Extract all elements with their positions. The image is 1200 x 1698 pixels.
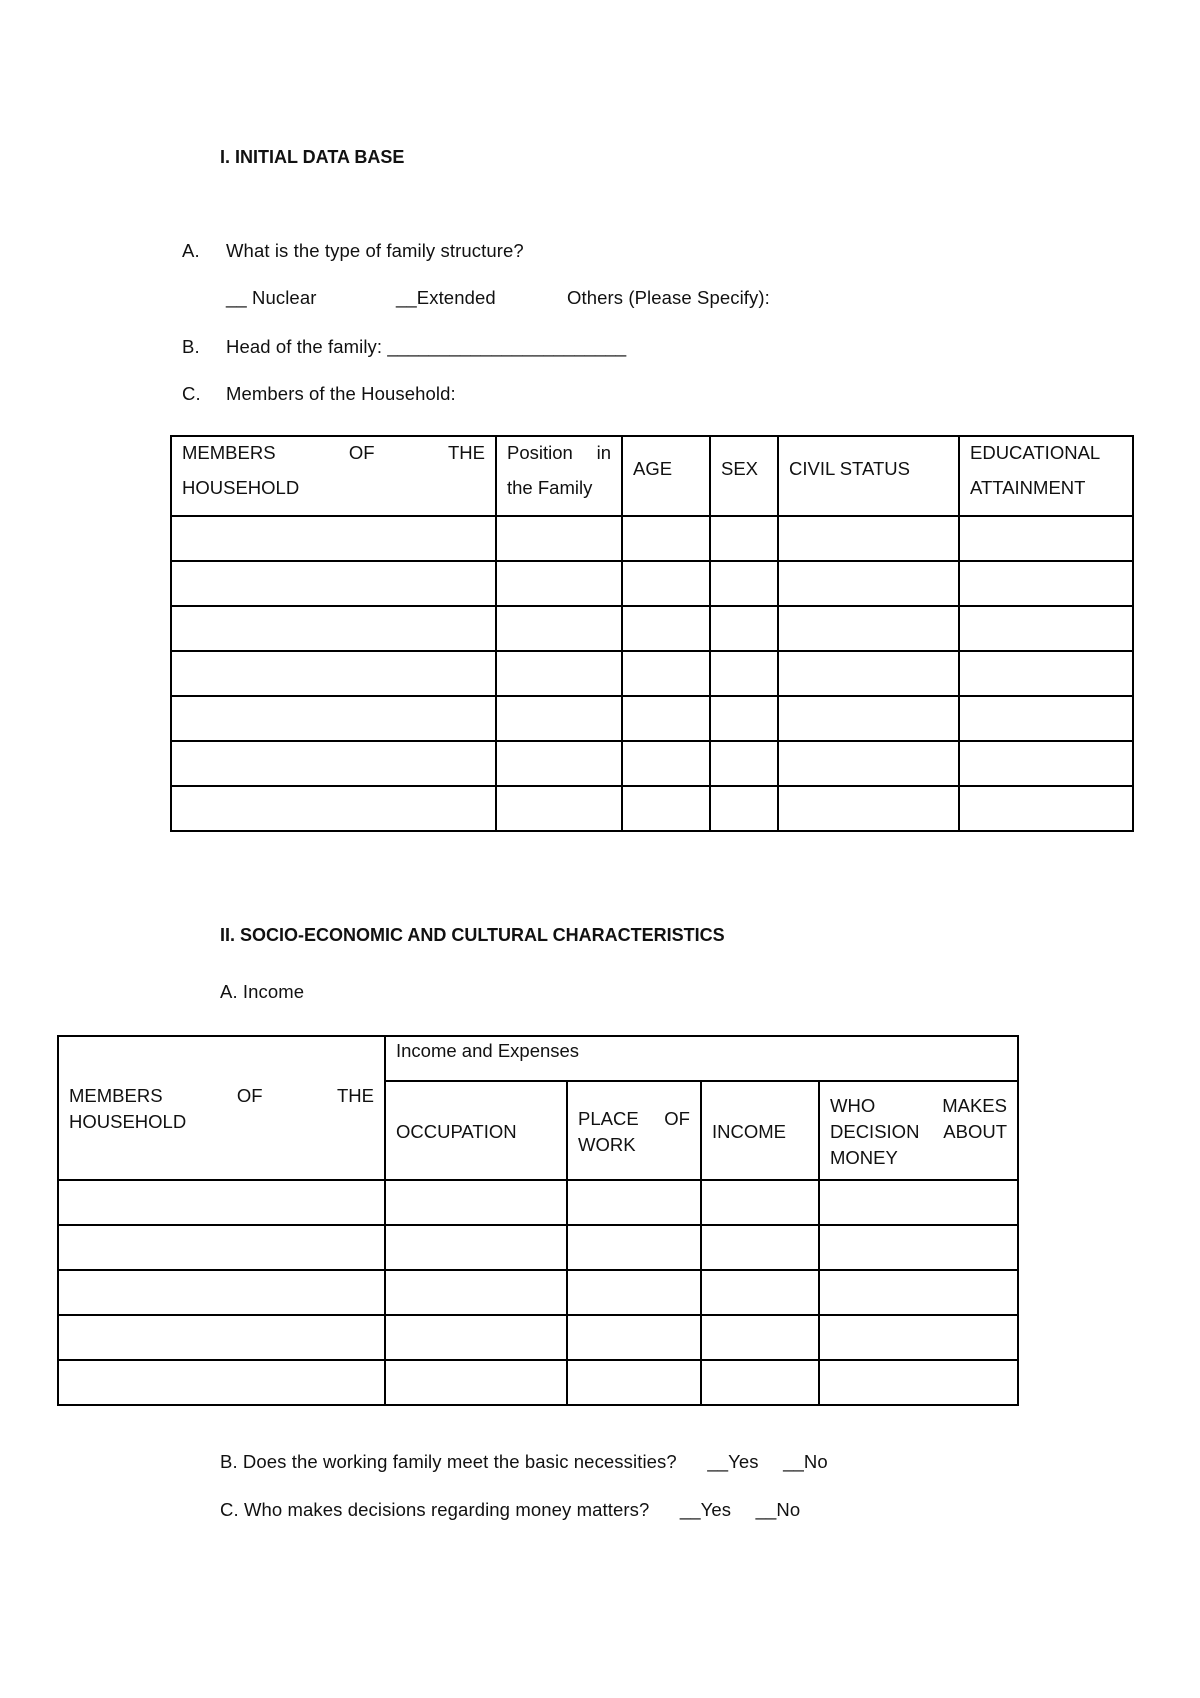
table-row — [58, 1225, 1018, 1270]
table-header-row — [171, 436, 1133, 516]
table-cell[interactable] — [385, 1360, 567, 1405]
header-sex — [710, 436, 778, 516]
table-cell[interactable] — [171, 516, 496, 561]
header-income — [701, 1081, 819, 1180]
header-members-line2: HOUSEHOLD — [69, 1111, 187, 1132]
table-cell[interactable] — [385, 1270, 567, 1315]
section-1-title: I. INITIAL DATA BASE — [220, 147, 405, 167]
table-cell[interactable] — [778, 651, 959, 696]
table-row — [58, 1270, 1018, 1315]
table-cell[interactable] — [622, 651, 710, 696]
table-cell[interactable] — [58, 1360, 385, 1405]
table-cell[interactable] — [567, 1360, 701, 1405]
table-cell[interactable] — [959, 741, 1133, 786]
table-cell[interactable] — [778, 696, 959, 741]
table-cell[interactable] — [819, 1315, 1018, 1360]
table-header-row — [58, 1036, 1018, 1081]
table-cell[interactable] — [710, 606, 778, 651]
header-members-word2: OF — [236, 1085, 263, 1106]
question-basic-necessities-text: B. Does the working family meet the basic necessities? — [220, 1451, 677, 1472]
header-place-of-work — [567, 1081, 701, 1180]
option-others[interactable]: Others (Please Specify): — [567, 287, 770, 308]
table-cell[interactable] — [567, 1225, 701, 1270]
table-cell[interactable] — [701, 1270, 819, 1315]
table-cell[interactable] — [622, 516, 710, 561]
table-cell[interactable] — [778, 606, 959, 651]
header-educational-attainment — [959, 436, 1133, 516]
header-place-word1: PLACE — [578, 1107, 639, 1129]
table-cell[interactable] — [819, 1180, 1018, 1225]
table-cell[interactable] — [622, 606, 710, 651]
table-row — [171, 696, 1133, 741]
question-money-decisions — [220, 1499, 800, 1521]
header-position-line2: the Family — [507, 477, 593, 498]
table-cell[interactable] — [778, 561, 959, 606]
table-cell[interactable] — [778, 516, 959, 561]
basic-necessities-no-option[interactable]: __No — [783, 1451, 828, 1472]
table-row — [58, 1180, 1018, 1225]
header-members — [171, 436, 496, 516]
table-cell[interactable] — [959, 651, 1133, 696]
table-cell[interactable] — [58, 1180, 385, 1225]
header-place-line2: WORK — [578, 1133, 636, 1155]
header-position-word2: in — [596, 442, 611, 463]
table-cell[interactable] — [496, 561, 622, 606]
table-cell[interactable] — [701, 1180, 819, 1225]
header-who-word4: ABOUT — [943, 1120, 1007, 1142]
header-members-word1: MEMBERS — [69, 1085, 163, 1106]
section-2-title: II. SOCIO-ECONOMIC AND CULTURAL CHARACTERISTICS — [220, 925, 725, 945]
table-cell[interactable] — [959, 516, 1133, 561]
header-members-word3: THE — [448, 442, 485, 463]
table-cell[interactable] — [496, 696, 622, 741]
header-who-word3: DECISION — [830, 1120, 920, 1142]
table-cell[interactable] — [58, 1225, 385, 1270]
head-of-family-field[interactable]: Head of the family: _______________________ — [226, 336, 627, 357]
header-members-word2: OF — [348, 442, 375, 463]
header-age — [622, 436, 710, 516]
header-income-label: INCOME — [712, 1121, 786, 1142]
table-row — [171, 786, 1133, 831]
table-cell[interactable] — [171, 786, 496, 831]
question-c-letter: C. — [182, 383, 201, 404]
table-cell[interactable] — [710, 561, 778, 606]
table-cell[interactable] — [496, 651, 622, 696]
header-civil-status — [778, 436, 959, 516]
table-cell[interactable] — [710, 516, 778, 561]
question-a-text: What is the type of family structure? — [226, 240, 524, 261]
table-cell[interactable] — [385, 1180, 567, 1225]
table-cell[interactable] — [496, 741, 622, 786]
header-income-expenses — [385, 1036, 1018, 1081]
question-b-letter: B. — [182, 336, 200, 357]
header-position — [496, 436, 622, 516]
table-cell[interactable] — [622, 741, 710, 786]
table-cell[interactable] — [959, 696, 1133, 741]
table-cell[interactable] — [171, 741, 496, 786]
question-money-decisions-text: C. Who makes decisions regarding money matters? — [220, 1499, 650, 1520]
table-cell[interactable] — [171, 696, 496, 741]
table-cell[interactable] — [710, 786, 778, 831]
table-cell[interactable] — [171, 651, 496, 696]
header-who-word2: MAKES — [942, 1094, 1007, 1116]
table-cell[interactable] — [496, 606, 622, 651]
table-cell[interactable] — [496, 516, 622, 561]
table-row — [171, 651, 1133, 696]
table-cell[interactable] — [567, 1180, 701, 1225]
household-members-table — [170, 435, 1134, 832]
header-place-word2: OF — [664, 1107, 690, 1129]
table-cell[interactable] — [171, 606, 496, 651]
header-occupation — [385, 1081, 567, 1180]
table-cell[interactable] — [710, 696, 778, 741]
header-age-label: AGE — [633, 458, 673, 479]
table-row — [171, 561, 1133, 606]
table-cell[interactable] — [959, 786, 1133, 831]
question-c-text: Members of the Household: — [226, 383, 456, 404]
table-cell[interactable] — [567, 1315, 701, 1360]
table-cell[interactable] — [701, 1315, 819, 1360]
table-cell[interactable] — [701, 1360, 819, 1405]
header-educ-line2: ATTAINMENT — [970, 477, 1086, 498]
table-cell[interactable] — [778, 741, 959, 786]
table-cell[interactable] — [622, 696, 710, 741]
table-cell[interactable] — [819, 1225, 1018, 1270]
option-extended[interactable]: __Extended — [396, 287, 496, 308]
table-cell[interactable] — [959, 561, 1133, 606]
money-decisions-no-option[interactable]: __No — [755, 1499, 801, 1520]
table-cell[interactable] — [778, 786, 959, 831]
section-2-subtitle-income: A. Income — [220, 981, 305, 1002]
question-basic-necessities — [220, 1451, 828, 1473]
header-who-word1: WHO — [830, 1094, 876, 1116]
table-row — [58, 1360, 1018, 1405]
header-who-line3: MONEY — [830, 1146, 898, 1168]
money-decisions-yes-option[interactable]: __Yes — [679, 1499, 732, 1520]
table-cell[interactable] — [385, 1225, 567, 1270]
table-row — [171, 516, 1133, 561]
header-members-word1: MEMBERS — [182, 442, 276, 463]
basic-necessities-yes-option[interactable]: __Yes — [707, 1451, 759, 1472]
header-occupation-label: OCCUPATION — [396, 1121, 517, 1142]
table-cell[interactable] — [959, 606, 1133, 651]
header-position-word1: Position — [507, 442, 573, 463]
option-nuclear[interactable]: __ Nuclear — [226, 287, 317, 308]
table-cell[interactable] — [567, 1270, 701, 1315]
question-a-letter: A. — [182, 240, 200, 261]
table-cell[interactable] — [385, 1315, 567, 1360]
header-members — [58, 1036, 385, 1180]
header-income-expenses-label: Income and Expenses — [396, 1040, 580, 1061]
table-cell[interactable] — [819, 1270, 1018, 1315]
header-civil-status-label: CIVIL STATUS — [789, 458, 910, 479]
header-sex-label: SEX — [721, 458, 759, 479]
table-cell[interactable] — [819, 1360, 1018, 1405]
table-row — [58, 1315, 1018, 1360]
header-who-makes-decision — [819, 1081, 1018, 1180]
table-cell[interactable] — [58, 1270, 385, 1315]
table-cell[interactable] — [622, 786, 710, 831]
header-members-word3: THE — [337, 1085, 374, 1106]
table-cell[interactable] — [710, 651, 778, 696]
table-cell[interactable] — [622, 561, 710, 606]
header-members-line2: HOUSEHOLD — [182, 477, 300, 498]
table-cell[interactable] — [496, 786, 622, 831]
table-cell[interactable] — [701, 1225, 819, 1270]
table-cell[interactable] — [58, 1315, 385, 1360]
table-row — [171, 741, 1133, 786]
income-table — [57, 1035, 1019, 1406]
table-cell[interactable] — [710, 741, 778, 786]
header-educ-line1: EDUCATIONAL — [970, 442, 1101, 463]
table-row — [171, 606, 1133, 651]
table-cell[interactable] — [171, 561, 496, 606]
